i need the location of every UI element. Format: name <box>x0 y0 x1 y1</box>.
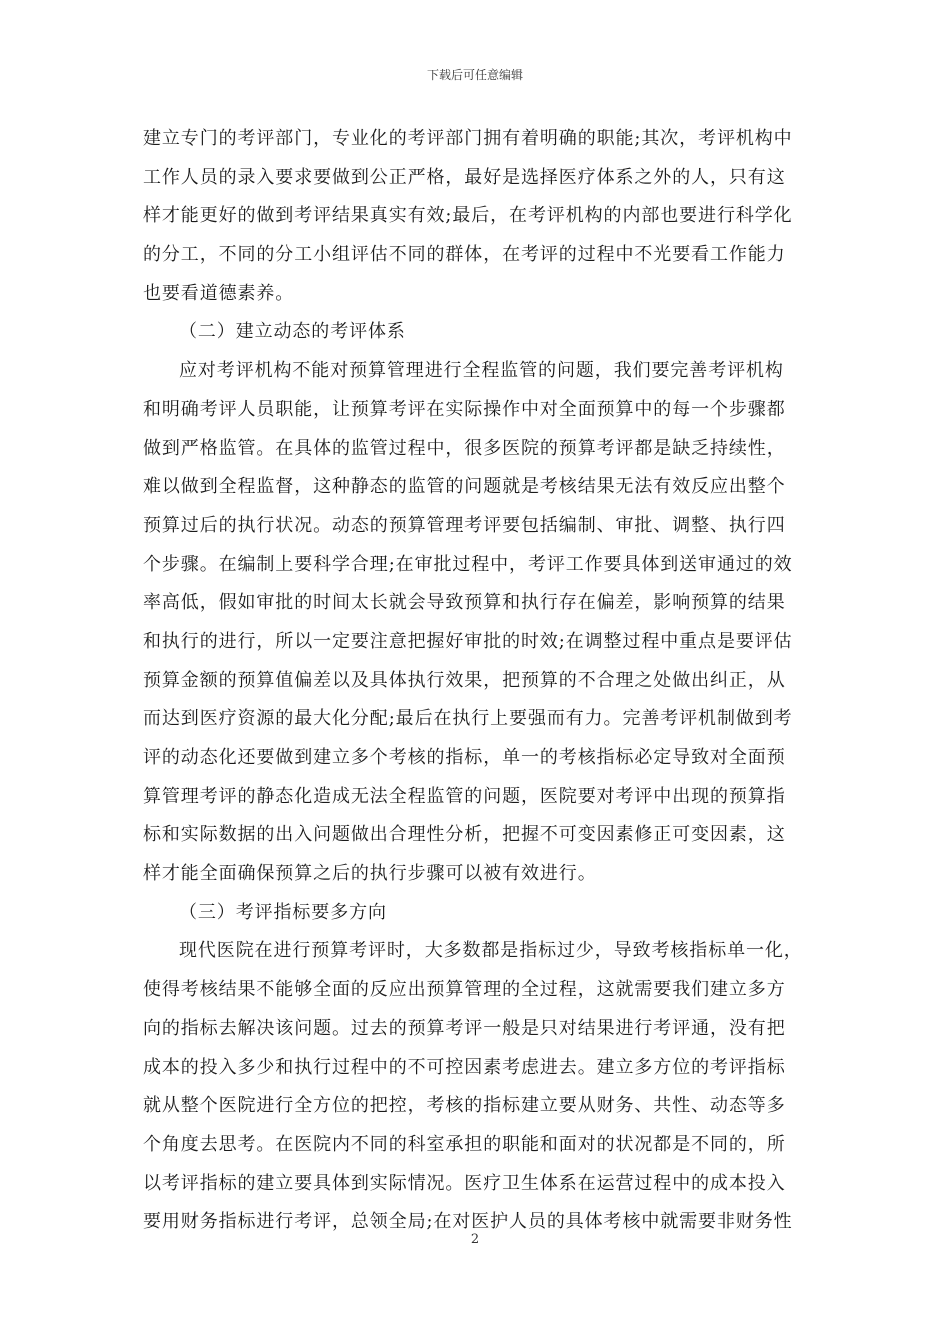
paragraph-line: 预算金额的预算值偏差以及具体执行效果，把预算的不合理之处做出纠正，从 <box>143 669 786 691</box>
paragraph-line: 也要看道德素养。 <box>143 282 295 304</box>
paragraph-line: 而达到医疗资源的最大化分配;最后在执行上要强而有力。完善考评机制做到考 <box>143 708 793 730</box>
paragraph-line: 向的指标去解决该问题。过去的预算考评一般是只对结果进行考评通，没有把 <box>143 1017 786 1039</box>
paragraph-line: 的分工，不同的分工小组评估不同的群体，在考评的过程中不光要看工作能力 <box>143 244 786 266</box>
paragraph-line: 应对考评机构不能对预算管理进行全程监管的问题，我们要完善考评机构 <box>179 360 784 382</box>
paragraph-line: 样才能更好的做到考评结果真实有效;最后，在考评机构的内部也要进行科学化 <box>143 205 793 227</box>
paragraph-line: 算管理考评的静态化造成无法全程监管的问题，医院要对考评中出现的预算指 <box>143 785 786 807</box>
page-number: 2 <box>470 1232 480 1247</box>
paragraph-line: 个步骤。在编制上要科学合理;在审批过程中，考评工作要具体到送审通过的效 <box>143 553 793 575</box>
section-heading: （二）建立动态的考评体系 <box>179 321 406 343</box>
section-heading: （三）考评指标要多方向 <box>179 901 387 923</box>
paragraph-line: 标和实际数据的出入问题做出合理性分析，把握不可变因素修正可变因素，这 <box>143 824 786 846</box>
paragraph-line: 做到严格监管。在具体的监管过程中，很多医院的预算考评都是缺乏持续性， <box>143 437 786 459</box>
page-header: 下载后可任意编辑 <box>426 68 523 82</box>
paragraph-line: 和明确考评人员职能，让预算考评在实际操作中对全面预算中的每一个步骤都 <box>143 398 786 420</box>
paragraph-line: 样才能全面确保预算之后的执行步骤可以被有效进行。 <box>143 863 597 885</box>
paragraph-line: 建立专门的考评部门，专业化的考评部门拥有着明确的职能;其次，考评机构中 <box>143 128 793 149</box>
paragraph-line: 要用财务指标进行考评，总领全局;在对医护人员的具体考核中就需要非财务性 <box>143 1211 793 1233</box>
paragraph-line: 个角度去思考。在医院内不同的科室承担的职能和面对的状况都是不同的，所 <box>143 1133 786 1155</box>
paragraph-line: 和执行的进行，所以一定要注意把握好审批的时效;在调整过程中重点是要评估 <box>143 630 793 652</box>
paragraph-line: 预算过后的执行状况。动态的预算管理考评要包括编制、审批、调整、执行四 <box>143 514 786 536</box>
paragraph-line: 率高低，假如审批的时间太长就会导致预算和执行存在偏差，影响预算的结果 <box>143 592 786 614</box>
paragraph-line: 成本的投入多少和执行过程中的不可控因素考虑进去。建立多方位的考评指标 <box>143 1056 786 1078</box>
paragraph-line: 以考评指标的建立要具体到实际情况。医疗卫生体系在运营过程中的成本投入 <box>143 1172 786 1194</box>
paragraph-line: 工作人员的录入要求要做到公正严格，最好是选择医疗体系之外的人，只有这 <box>143 166 786 188</box>
document-body <box>143 120 807 1242</box>
paragraph-line: 现代医院在进行预算考评时，大多数都是指标过少，导致考核指标单一化， <box>179 940 803 962</box>
paragraph-line: 难以做到全程监督，这种静态的监管的问题就是考核结果无法有效反应出整个 <box>143 476 786 498</box>
paragraph-line: 使得考核结果不能够全面的反应出预算管理的全过程，这就需要我们建立多方 <box>143 979 786 1001</box>
paragraph-line: 评的动态化还要做到建立多个考核的指标，单一的考核指标必定导致对全面预 <box>143 747 786 768</box>
paragraph-line: 就从整个医院进行全方位的把控，考核的指标建立要从财务、共性、动态等多 <box>143 1095 786 1117</box>
